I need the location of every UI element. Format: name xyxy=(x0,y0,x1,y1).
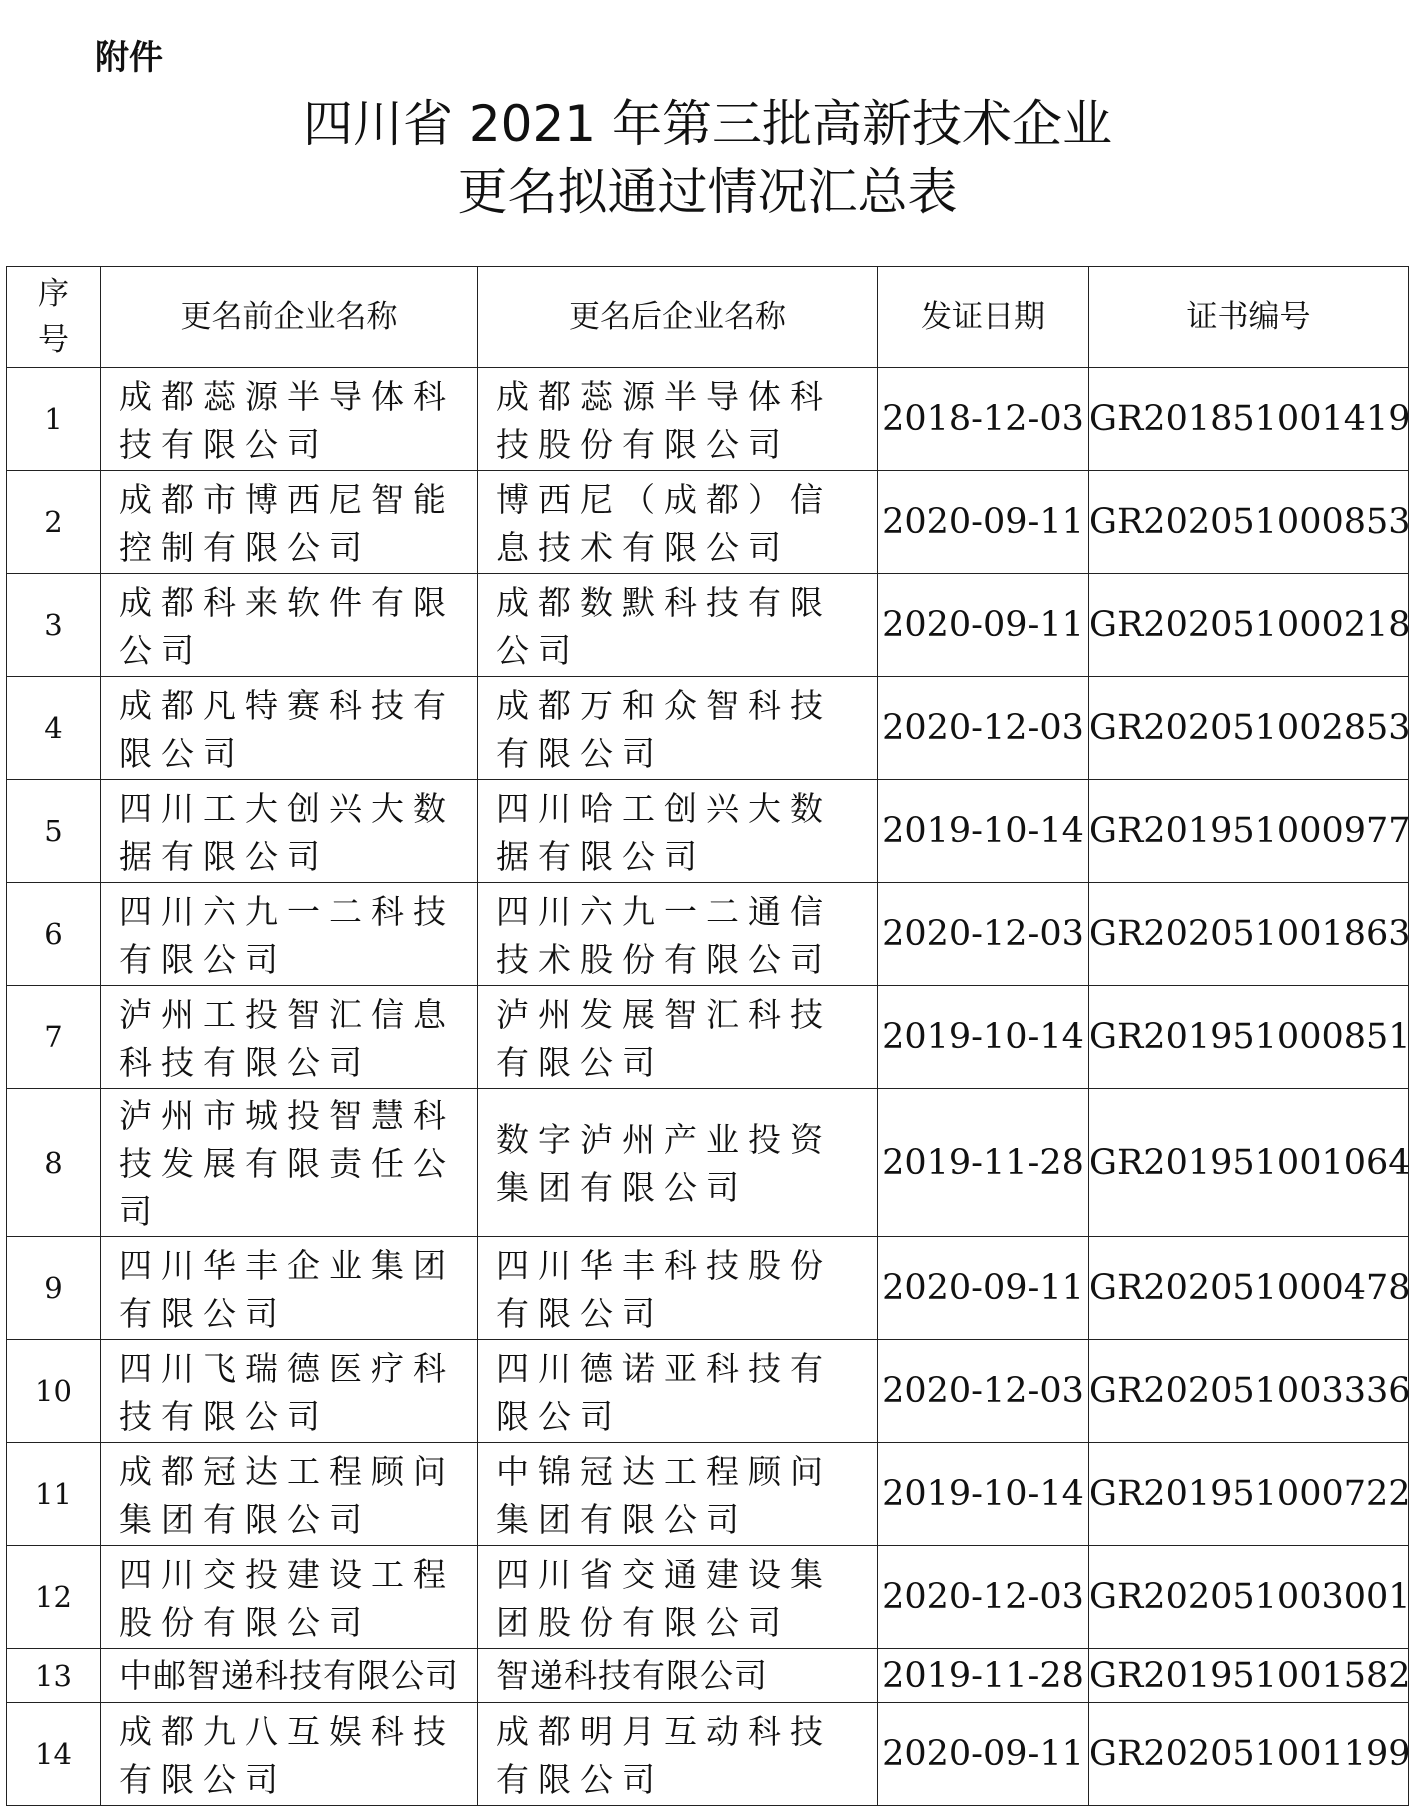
row-old-name: 成都蕊源半导体科技有限公司 xyxy=(101,368,478,471)
row-new-name: 四川省交通建设集团股份有限公司 xyxy=(478,1546,878,1649)
row-seq: 9 xyxy=(7,1237,101,1340)
table-body xyxy=(7,368,1409,1806)
row-new-name: 成都明月互动科技有限公司 xyxy=(478,1703,878,1806)
row-old-name: 成都市博西尼智能控制有限公司 xyxy=(101,471,478,574)
table-row xyxy=(7,1443,1409,1546)
row-old-name: 四川交投建设工程股份有限公司 xyxy=(101,1546,478,1649)
table-row xyxy=(7,1340,1409,1443)
table-row xyxy=(7,780,1409,883)
row-cert-number: GR202051003336 xyxy=(1089,1340,1409,1443)
row-old-name: 成都科来软件有限公司 xyxy=(101,574,478,677)
row-seq: 8 xyxy=(7,1089,101,1237)
row-seq: 13 xyxy=(7,1649,101,1703)
table-row xyxy=(7,574,1409,677)
row-issue-date: 2019-10-14 xyxy=(878,1443,1089,1546)
row-seq: 11 xyxy=(7,1443,101,1546)
table-row xyxy=(7,368,1409,471)
row-cert-number: GR202051003001 xyxy=(1089,1546,1409,1649)
row-seq: 14 xyxy=(7,1703,101,1806)
header-issue-date: 发证日期 xyxy=(878,267,1089,368)
attachment-label: 附件 xyxy=(95,38,163,78)
row-seq: 5 xyxy=(7,780,101,883)
row-old-name: 泸州市城投智慧科技发展有限责任公司 xyxy=(101,1089,478,1237)
row-issue-date: 2020-12-03 xyxy=(878,1340,1089,1443)
table-row xyxy=(7,1089,1409,1237)
rename-summary-table xyxy=(6,266,1409,1806)
row-cert-number: GR201951001582 xyxy=(1089,1649,1409,1703)
row-old-name: 四川飞瑞德医疗科技有限公司 xyxy=(101,1340,478,1443)
row-seq: 3 xyxy=(7,574,101,677)
table-row xyxy=(7,1649,1409,1703)
row-new-name: 成都万和众智科技有限公司 xyxy=(478,677,878,780)
row-issue-date: 2019-11-28 xyxy=(878,1649,1089,1703)
row-cert-number: GR201951000851 xyxy=(1089,986,1409,1089)
row-cert-number: GR201851001419 xyxy=(1089,368,1409,471)
row-new-name: 泸州发展智汇科技有限公司 xyxy=(478,986,878,1089)
row-issue-date: 2019-10-14 xyxy=(878,780,1089,883)
row-old-name: 成都凡特赛科技有限公司 xyxy=(101,677,478,780)
table-row xyxy=(7,677,1409,780)
row-new-name: 成都蕊源半导体科技股份有限公司 xyxy=(478,368,878,471)
row-new-name: 中锦冠达工程顾问集团有限公司 xyxy=(478,1443,878,1546)
row-old-name: 四川华丰企业集团有限公司 xyxy=(101,1237,478,1340)
row-cert-number: GR201951001064 xyxy=(1089,1089,1409,1237)
table-row xyxy=(7,986,1409,1089)
row-cert-number: GR202051000853 xyxy=(1089,471,1409,574)
row-issue-date: 2019-10-14 xyxy=(878,986,1089,1089)
row-old-name: 成都冠达工程顾问集团有限公司 xyxy=(101,1443,478,1546)
row-seq: 6 xyxy=(7,883,101,986)
header-new-name: 更名后企业名称 xyxy=(478,267,878,368)
table-row xyxy=(7,1546,1409,1649)
row-old-name: 四川工大创兴大数据有限公司 xyxy=(101,780,478,883)
row-new-name: 数字泸州产业投资集团有限公司 xyxy=(478,1089,878,1237)
header-cert-number: 证书编号 xyxy=(1089,267,1409,368)
row-new-name: 成都数默科技有限公司 xyxy=(478,574,878,677)
row-issue-date: 2020-09-11 xyxy=(878,471,1089,574)
row-new-name: 四川德诺亚科技有限公司 xyxy=(478,1340,878,1443)
row-cert-number: GR202051000218 xyxy=(1089,574,1409,677)
row-issue-date: 2020-12-03 xyxy=(878,883,1089,986)
row-cert-number: GR202051001863 xyxy=(1089,883,1409,986)
row-seq: 2 xyxy=(7,471,101,574)
row-cert-number: GR201951000977 xyxy=(1089,780,1409,883)
header-old-name: 更名前企业名称 xyxy=(101,267,478,368)
page-title-line-1: 四川省 2021 年第三批高新技术企业 xyxy=(302,95,1113,153)
row-seq: 7 xyxy=(7,986,101,1089)
row-old-name: 四川六九一二科技有限公司 xyxy=(101,883,478,986)
row-new-name: 四川华丰科技股份有限公司 xyxy=(478,1237,878,1340)
table-row xyxy=(7,1237,1409,1340)
row-issue-date: 2020-09-11 xyxy=(878,1703,1089,1806)
table-row xyxy=(7,883,1409,986)
row-issue-date: 2020-12-03 xyxy=(878,677,1089,780)
row-issue-date: 2020-09-11 xyxy=(878,1237,1089,1340)
row-new-name: 博西尼（成都）信息技术有限公司 xyxy=(478,471,878,574)
row-seq: 1 xyxy=(7,368,101,471)
row-cert-number: GR202051000478 xyxy=(1089,1237,1409,1340)
row-old-name: 泸州工投智汇信息科技有限公司 xyxy=(101,986,478,1089)
row-issue-date: 2019-11-28 xyxy=(878,1089,1089,1237)
row-cert-number: GR201951000722 xyxy=(1089,1443,1409,1546)
row-issue-date: 2020-12-03 xyxy=(878,1546,1089,1649)
row-new-name: 四川六九一二通信技术股份有限公司 xyxy=(478,883,878,986)
table-header-row xyxy=(7,267,1409,368)
page-title-line-2: 更名拟通过情况汇总表 xyxy=(457,163,958,221)
header-seq: 序号 xyxy=(7,267,101,368)
row-cert-number: GR202051001199 xyxy=(1089,1703,1409,1806)
row-new-name: 四川哈工创兴大数据有限公司 xyxy=(478,780,878,883)
row-old-name: 成都九八互娱科技有限公司 xyxy=(101,1703,478,1806)
row-issue-date: 2020-09-11 xyxy=(878,574,1089,677)
row-cert-number: GR202051002853 xyxy=(1089,677,1409,780)
row-seq: 12 xyxy=(7,1546,101,1649)
row-seq: 4 xyxy=(7,677,101,780)
table-row xyxy=(7,1703,1409,1806)
row-new-name: 智递科技有限公司 xyxy=(478,1649,878,1703)
row-seq: 10 xyxy=(7,1340,101,1443)
row-issue-date: 2018-12-03 xyxy=(878,368,1089,471)
row-old-name: 中邮智递科技有限公司 xyxy=(101,1649,478,1703)
table-row xyxy=(7,471,1409,574)
